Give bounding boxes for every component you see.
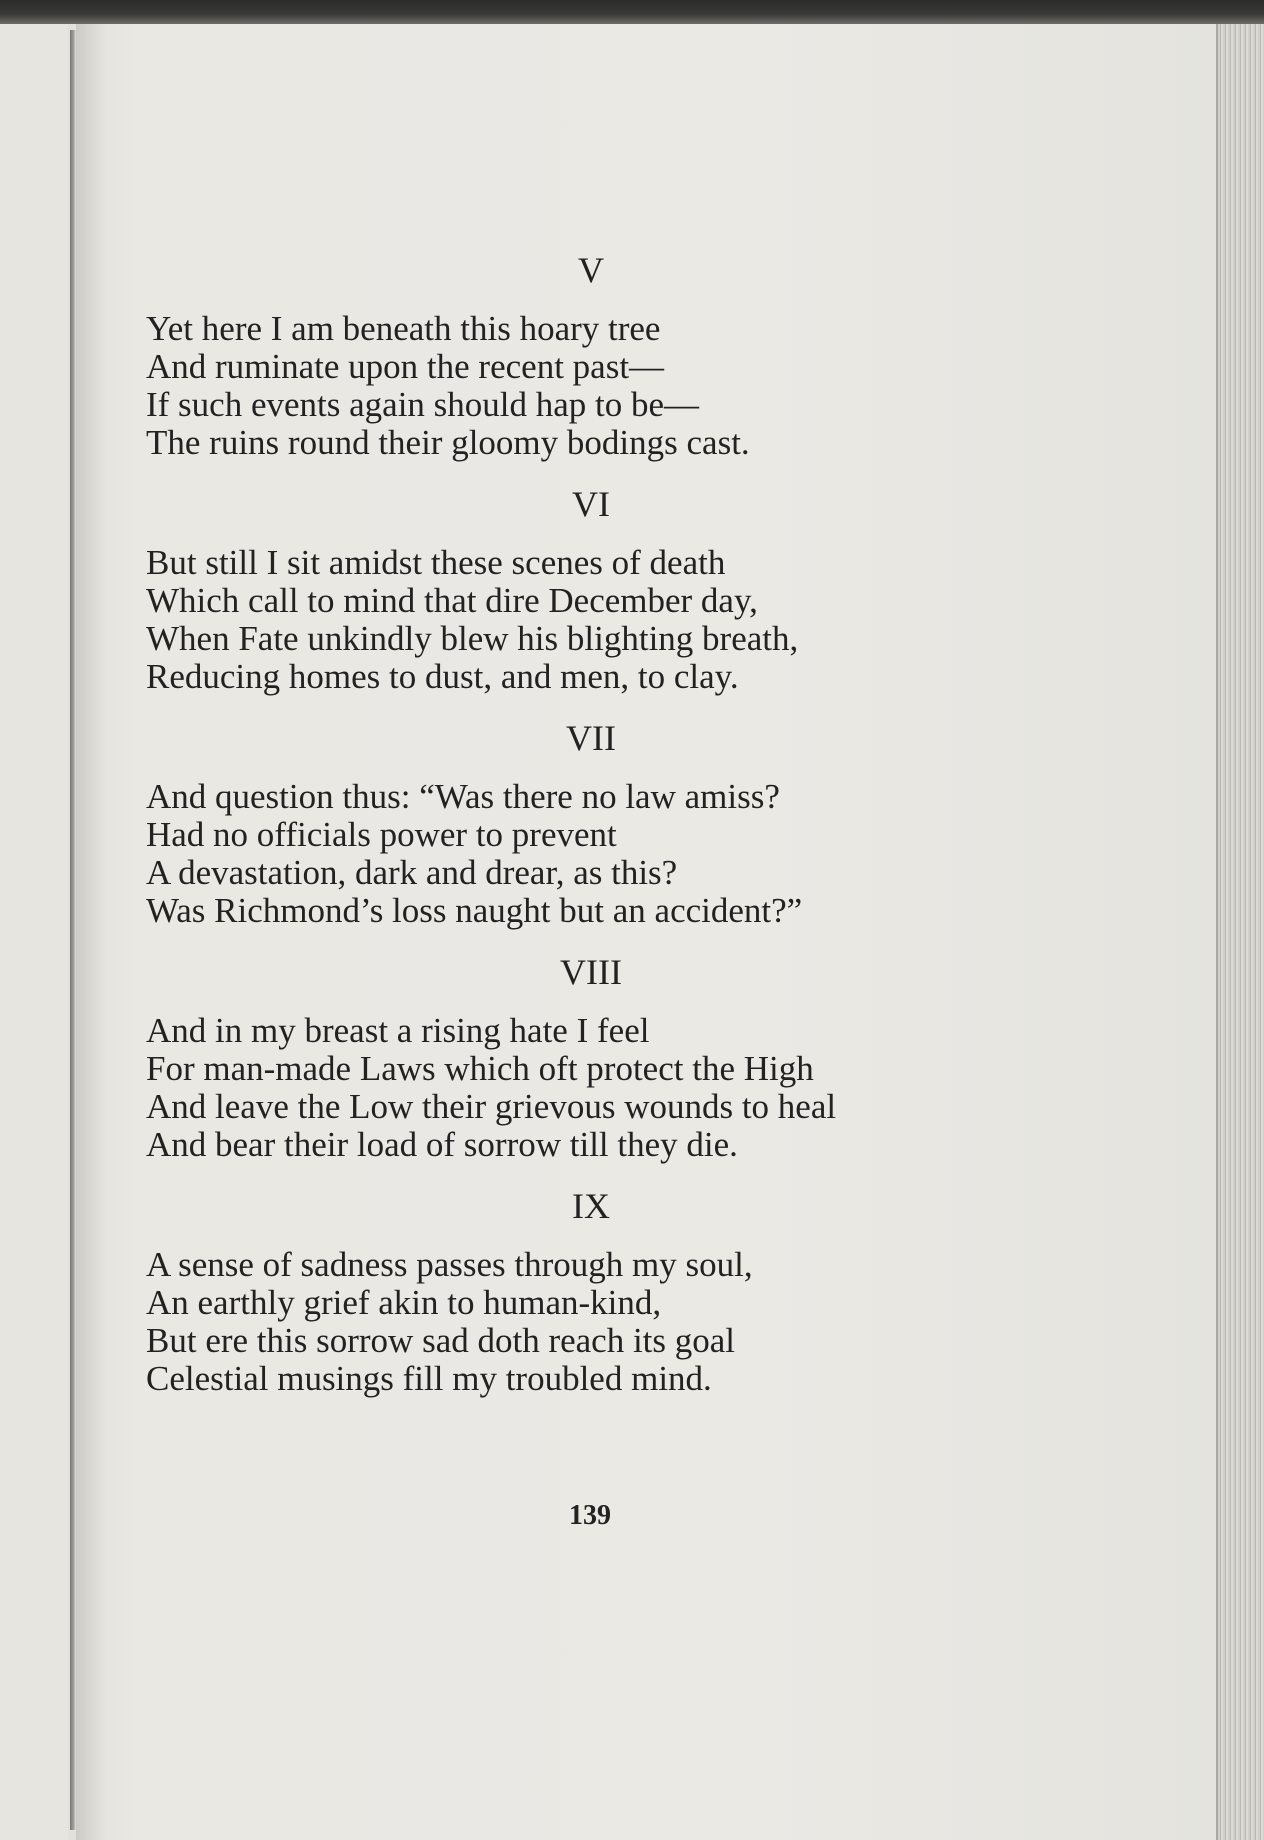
- scan-top-edge: [0, 0, 1264, 24]
- poem-line: And bear their load of sorrow till they die.: [146, 1125, 738, 1164]
- poem-line: Had no officials power to prevent: [146, 815, 617, 854]
- poem-line: An earthly grief akin to human-kind,: [146, 1283, 662, 1322]
- poem-line: Was Richmond’s loss naught but an accident?”: [146, 891, 803, 930]
- poem-line: And leave the Low their grievous wounds to heal: [146, 1087, 837, 1126]
- stanza-number: VIII: [560, 952, 622, 992]
- poem-line: Reducing homes to dust, and men, to clay.: [146, 657, 739, 696]
- stanza-number: V: [578, 250, 604, 290]
- stanza-number: VII: [566, 718, 616, 758]
- poem-line: Yet here I am beneath this hoary tree: [146, 309, 661, 348]
- stanza-vi: [146, 484, 1066, 696]
- poem-line: Celestial musings fill my troubled mind.: [146, 1359, 712, 1398]
- poem-line: A devastation, dark and drear, as this?: [146, 853, 678, 892]
- page-edges: [1216, 20, 1264, 1840]
- stanza-ix: [146, 1186, 1066, 1398]
- gutter-shadow: [76, 24, 106, 1840]
- poem-line: Which call to mind that dire December day,: [146, 581, 758, 620]
- poem-line: And ruminate upon the recent past—: [146, 347, 665, 386]
- poem-line: The ruins round their gloomy bodings cast.: [146, 423, 750, 462]
- stanza-number: VI: [572, 484, 610, 524]
- stanza-viii: [146, 952, 1066, 1164]
- stanza-number: IX: [572, 1186, 610, 1226]
- binding-gutter: [70, 30, 76, 1830]
- stanza-vii: [146, 718, 1066, 930]
- poem-line: And question thus: “Was there no law amiss?: [146, 777, 780, 816]
- poem-line: A sense of sadness passes through my soul,: [146, 1245, 753, 1284]
- poem-line: If such events again should hap to be—: [146, 385, 700, 424]
- poem: [146, 250, 1066, 1420]
- poem-line: For man-made Laws which oft protect the High: [146, 1049, 814, 1088]
- stanza-v: [146, 250, 1066, 462]
- page-number: 139: [569, 1500, 611, 1531]
- poem-line: When Fate unkindly blew his blighting breath,: [146, 619, 799, 658]
- poem-line: But still I sit amidst these scenes of death: [146, 543, 726, 582]
- poem-line: But ere this sorrow sad doth reach its goal: [146, 1321, 736, 1360]
- poem-line: And in my breast a rising hate I feel: [146, 1011, 650, 1050]
